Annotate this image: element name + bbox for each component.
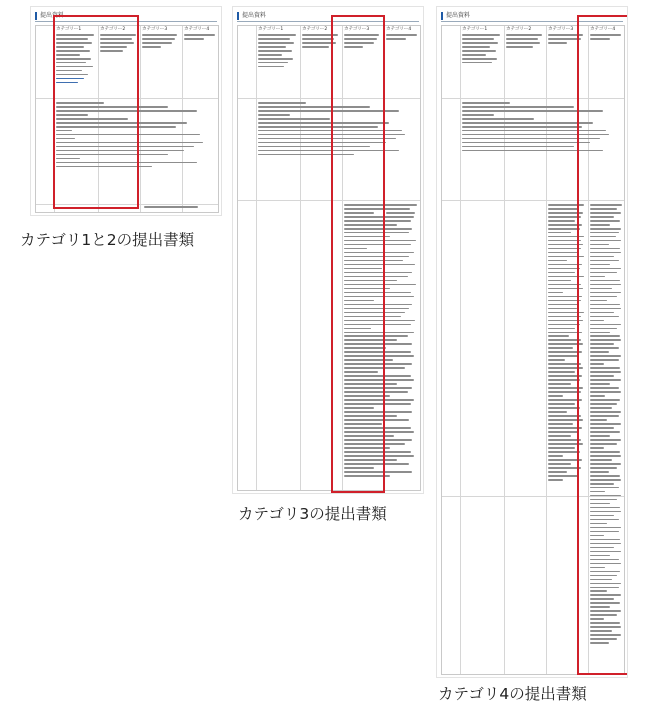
caption-category-4: カテゴリ4の提出書類: [438, 685, 587, 703]
col-header: カテゴリー4: [184, 27, 210, 32]
caption-category-3: カテゴリ3の提出書類: [238, 505, 387, 523]
highlight-box: [577, 15, 628, 675]
highlight-box: [53, 15, 139, 209]
common-docs-cat1: [462, 34, 502, 96]
header-mark: [35, 12, 37, 20]
panel-header: [237, 11, 266, 20]
highlight-box: [331, 15, 385, 493]
header-mark: [237, 12, 239, 20]
col-header: カテゴリー2: [506, 27, 532, 32]
col-header: カテゴリー4: [590, 27, 616, 32]
col-header: カテゴリー1: [462, 27, 488, 32]
common-docs-cat1: [258, 34, 298, 96]
category-4-docs-list: [386, 204, 420, 488]
panel-header-text: 提出資料: [242, 11, 267, 19]
document-thumbnail-category-1-2: [30, 6, 222, 216]
col-header: カテゴリー1: [258, 27, 284, 32]
document-thumbnail-category-3: [232, 6, 424, 494]
common-docs-cat2: [506, 34, 544, 64]
col-header: カテゴリー3: [548, 27, 574, 32]
extra-docs-text: [144, 206, 204, 214]
col-header: カテゴリー1: [56, 27, 82, 32]
panel-header: [441, 11, 470, 20]
document-table: [237, 25, 421, 491]
common-docs-cat3: [142, 34, 180, 60]
header-mark: [441, 12, 443, 20]
common-docs-cat4: [184, 34, 218, 48]
col-header: カテゴリー3: [142, 27, 168, 32]
col-header: カテゴリー4: [386, 27, 412, 32]
col-header: カテゴリー2: [302, 27, 328, 32]
panel-header-text: 提出資料: [446, 11, 471, 19]
col-header: カテゴリー3: [344, 27, 370, 32]
document-thumbnail-category-4: [436, 6, 628, 678]
panel-header-text: 提出資料: [40, 11, 65, 19]
col-header: カテゴリー2: [100, 27, 126, 32]
header-rule: [237, 21, 419, 22]
caption-category-1-2: カテゴリ1と2の提出書類: [20, 231, 195, 249]
common-docs-cat4: [386, 34, 420, 48]
